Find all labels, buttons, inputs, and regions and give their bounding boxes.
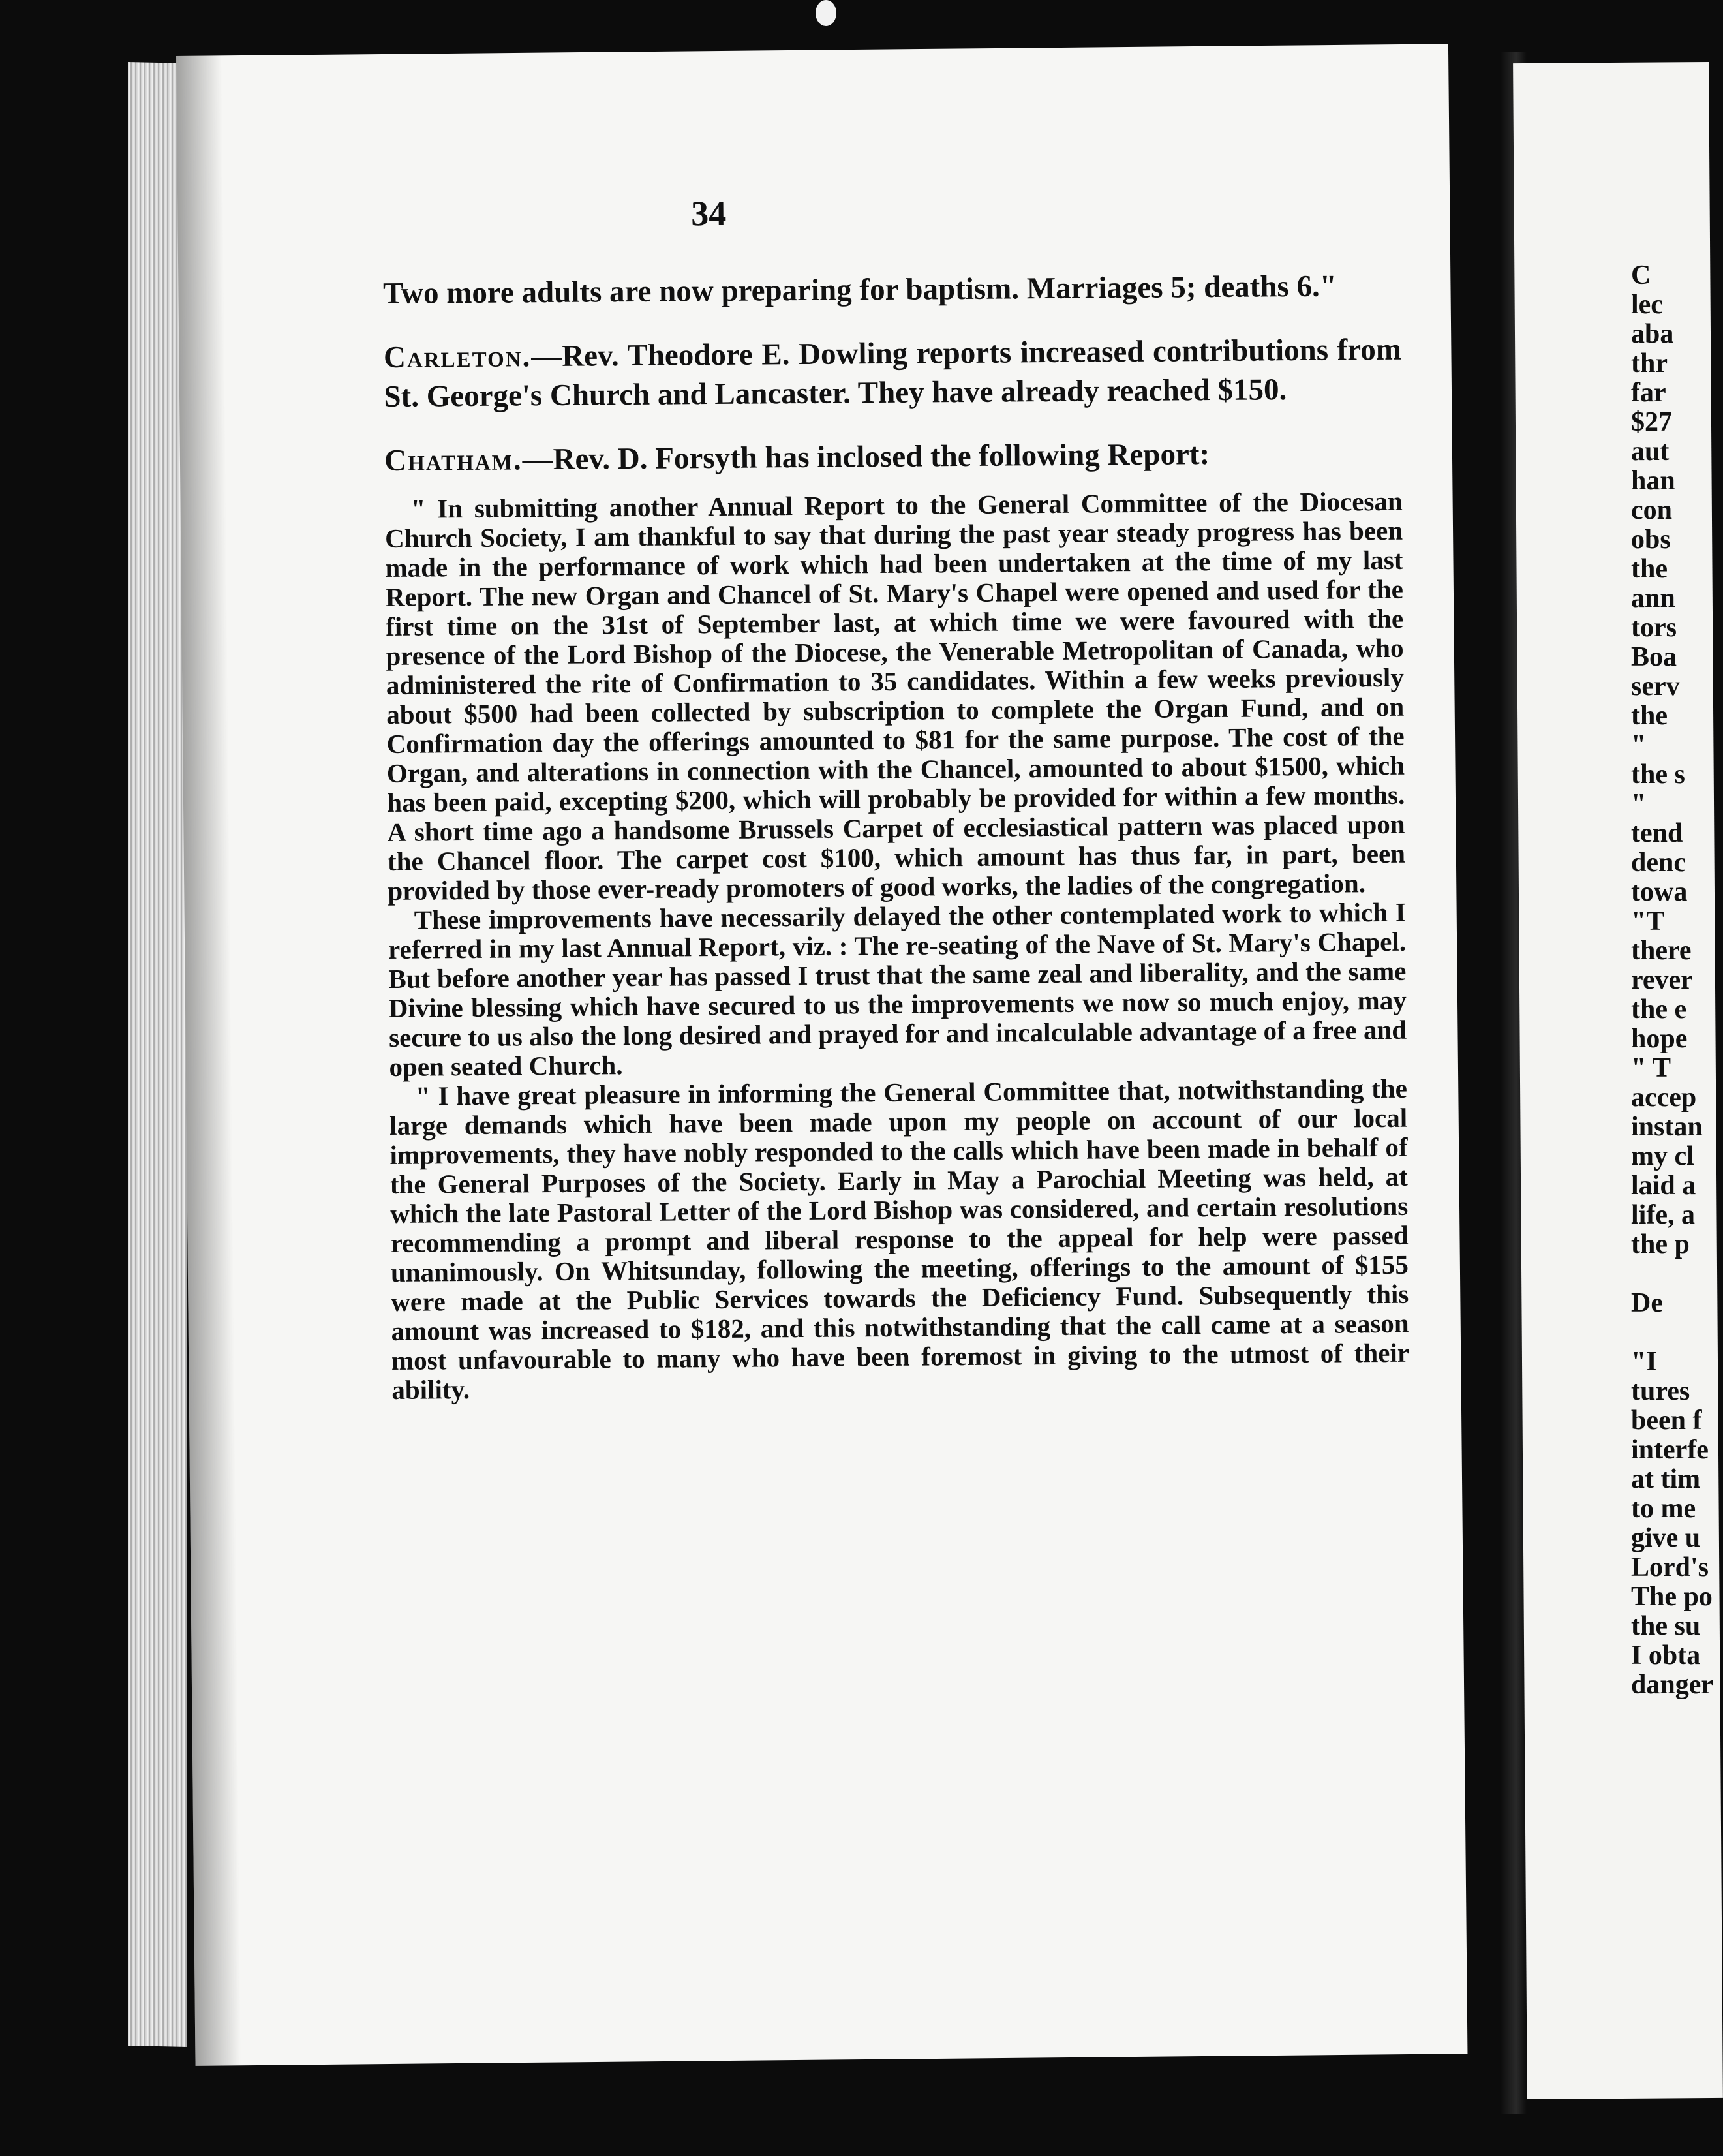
paragraph-text: —Rev. Theodore E. Dowling reports increased contributions from St. George's Church and Lancaster. They have already reached $150. (384, 332, 1402, 414)
right-page-line: the (1631, 701, 1668, 731)
report-paragraph-3: " I have great pleasure in informing the General Committee that, notwithstanding the large demands which have been made upon my people on account of our local improvements, they have nobly responded to the calls which have been made in behalf of the General Purposes of the Society. Early in May a Parochial Meeting was held, at which the late Pastoral Letter of the Lord Bishop was considered, and certain resolutions recommending a prompt and liberal response to the appeal for help were passed unanimously. On Whitsunday, following the meeting, offerings to the amount of $155 were made at the Public Services towards the Deficiency Fund. Subsequently this amount was increased to $182, and this notwithstanding that the call came at a season most unfavourable to many who have been foremost in giving to the utmost of their ability. (389, 1073, 1410, 1405)
right-page-line: " (1631, 730, 1647, 760)
right-page-line: interfe (1631, 1435, 1709, 1465)
right-page-line: De (1631, 1288, 1663, 1318)
right-page-line: aba (1631, 319, 1674, 349)
paragraph-text: Two more adults are now preparing for baptism. Marriages 5; deaths 6." (382, 269, 1337, 311)
right-page-line: give u (1631, 1523, 1701, 1553)
right-page-line: " (1631, 789, 1647, 819)
right-page-line: "T (1631, 906, 1665, 936)
right-page-line: the (1631, 554, 1668, 584)
right-page-line: ann (1631, 583, 1675, 613)
right-page-line: aut (1631, 437, 1670, 467)
right-page-line: the s (1631, 760, 1685, 790)
left-page-text (382, 188, 1410, 1405)
right-page-line: been f (1631, 1406, 1702, 1436)
scan-artifact (816, 0, 836, 26)
right-page-line: C (1631, 260, 1651, 290)
right-page-line: Boa (1631, 642, 1677, 672)
right-page-line: Lord's (1631, 1552, 1709, 1582)
right-page-line: $27 (1631, 407, 1672, 437)
right-page-line: tors (1631, 613, 1677, 643)
report-paragraph-2: These improvements have necessarily delayed the other contemplated work to which I referred in my last Annual Report, viz. : The re-seating of the Nave of St. Mary's Chapel. But before another year has passed I trust that the same zeal and liberality, and the same Divine blessing which have secured to us the improvements we now so much enjoy, may secure to us also the long desired and prayed for and incalculable advantage of a free and open seated Church. (388, 897, 1407, 1082)
right-page-line: thr (1631, 348, 1668, 378)
right-page-line: serv (1631, 671, 1680, 701)
right-page-line: there (1631, 936, 1692, 966)
right-page-line: danger (1631, 1670, 1713, 1700)
right-page-line (1631, 1259, 1685, 1289)
right-page-line: obs (1631, 525, 1671, 555)
right-page-line: far (1631, 378, 1666, 408)
right-page-line: life, a (1631, 1200, 1695, 1230)
right-page-line: The po (1631, 1582, 1713, 1612)
right-page-line: hope (1631, 1024, 1688, 1054)
right-page-line: towa (1631, 877, 1688, 907)
right-page-text (1631, 260, 1713, 1700)
right-page-line: tures (1631, 1376, 1690, 1406)
right-page-line: denc (1631, 848, 1686, 878)
right-page-line: to me (1631, 1494, 1696, 1524)
right-page-line: my cl (1631, 1141, 1694, 1171)
place-heading-carleton: Carleton. (383, 339, 532, 375)
right-page-line: accep (1631, 1083, 1697, 1113)
right-page-line: lec (1631, 290, 1663, 320)
right-page (1513, 62, 1723, 2099)
right-page-line: tend (1631, 818, 1683, 848)
right-page-line: "I (1631, 1347, 1657, 1377)
right-page-line: " T (1631, 1053, 1671, 1083)
right-page-line: instan (1631, 1112, 1703, 1142)
report-paragraph-1: " In submitting another Annual Report to the General Committee of the Diocesan Church Society, I am thankful to say that during the past year steady progress has been made in the performance of work which had been undertaken at the time of my last Report. The new Organ and Chancel of St. Mary's Chapel were opened and used for the first time on the 31st of September last, at which time we were favoured with the presence of the Lord Bishop of the Diocese, the Venerable Metropolitan of Canada, who administered the rite of Confirmation to 35 candidates. Within a few weeks previously about $500 had been collected by subscription to complete the Organ Fund, and on Confirmation day the offerings amounted to $81 for the same purpose. The cost of the Organ, and alterations in connection with the Chancel, amounted to about $1500, which has been paid, excepting $200, which will probably be provided for within a few months. A short time ago a handsome Brussels Carpet of ecclesiastical pattern was placed upon the Chancel floor. The carpet cost $100, which amount has thus far, in part, been provided by those ever-ready promoters of good works, the ladies of the congregation. (384, 485, 1406, 906)
page-number: 34 (690, 193, 727, 234)
right-page-line: the su (1631, 1611, 1701, 1641)
right-page-line: rever (1631, 965, 1693, 995)
right-page-line: I obta (1631, 1640, 1701, 1671)
right-page-line: the p (1631, 1229, 1690, 1259)
right-page-line: con (1631, 495, 1672, 525)
right-page-line (1631, 1318, 1685, 1348)
right-page-line: the e (1631, 994, 1687, 1024)
paragraph-carleton (384, 330, 1402, 416)
book-page-edges (128, 62, 187, 2047)
paragraph-text: —Rev. D. Forsyth has inclosed the following Report: (522, 437, 1210, 477)
paragraph-baptism (383, 266, 1401, 313)
right-page-line: laid a (1631, 1171, 1696, 1201)
right-page-line: han (1631, 466, 1675, 496)
place-heading-chatham: Chatham. (384, 442, 523, 478)
right-page-line: at tim (1631, 1464, 1701, 1494)
